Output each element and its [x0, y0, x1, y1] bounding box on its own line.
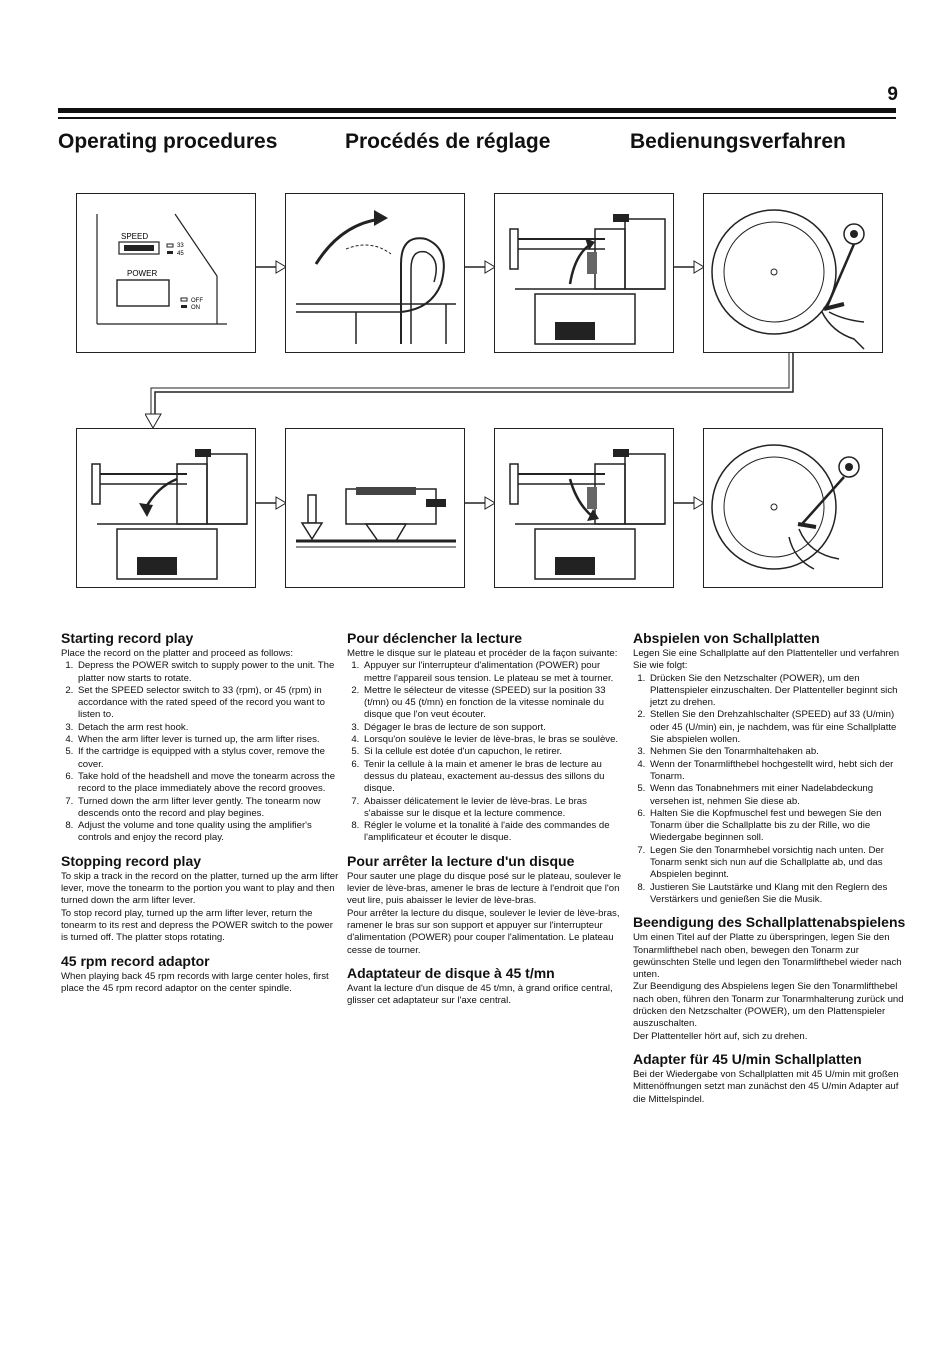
move-tonearm-illustration: [76, 428, 256, 588]
arm-lifter-up-illustration: [494, 193, 674, 353]
header-rule-thin: [58, 117, 896, 119]
en-step: 3. Detach the arm rest hook.: [76, 722, 339, 734]
de-stop-p3: Der Plattenteller hört auf, sich zu drehen.: [633, 1030, 808, 1042]
flow-arrow-6: [674, 495, 704, 511]
flow-arrow-3: [674, 259, 704, 275]
stylus-cover-removal-illustration: [703, 193, 883, 353]
fr-step: 6. Tenir la cellule à la main et amener le bras de lecture au dessus du plateau, exactement au-dessus des sillons du disque.: [362, 759, 625, 796]
fr-stop-p2: Pour arrêter la lecture du disque, soulever le levier de lève-bras, ramener le bras sur son support et appuyer sur l'interrupteur d'alimentation (POWER) pour couper l'alimentation. Le plateau cesse de tourner.: [347, 907, 620, 956]
en-step: 7. Turned down the arm lifter lever gently. The tonearm now descends onto the record and play begines.: [76, 796, 339, 821]
en-step: 1. Depress the POWER switch to supply power to the unit. The platter now starts to rotate.: [76, 660, 339, 685]
de-step: 3. Nehmen Sie den Tonarmhaltehaken ab.: [648, 746, 911, 758]
speed-33-label: 33: [177, 243, 184, 249]
de-step: 2. Stellen Sie den Drehzahlschalter (SPEED) auf 33 (U/min) oder 45 (U/min) ein, je nachdem, was für eine Schallplatte Sie abspielen wollen.: [648, 709, 911, 746]
column-english: [61, 630, 339, 995]
en-step: 2. Set the SPEED selector switch to 33 (rpm), or 45 (rpm) in accordance with the rated speed of the record you want to listen to.: [76, 685, 339, 722]
arm-rest-hook-illustration: [285, 193, 465, 353]
en-stop-title: Stopping record play: [61, 852, 202, 869]
de-step: 4. Wenn der Tonarmlifthebel hochgestellt wird, hebt sich der Tonarm.: [648, 759, 911, 784]
arm-lifter-down-illustration: [494, 428, 674, 588]
column-german: [633, 630, 911, 1106]
de-stop-title: Beendigung des Schallplattenabspielens: [633, 914, 906, 931]
de-step: 1. Drücken Sie den Netzschalter (POWER), um den Plattenspieler einzuschalten. Der Plattenteller beginnt sich jetzt zu drehen.: [648, 673, 911, 710]
lower-cartridge-illustration: [285, 428, 465, 588]
en-start-intro: Place the record on the platter and proceed as follows:: [61, 648, 293, 659]
fr-adaptor-p: Avant la lecture d'un disque de 45 t/mn, à grand orifice central, glisser cet adaptateur sur l'axe central.: [347, 982, 613, 1007]
fr-step: 8. Régler le volume et la tonalité à l'aide des commandes de l'amplificateur et écouter le disque.: [362, 820, 625, 845]
en-step: 6. Take hold of the headshell and move the tonearm across the record to the place immediately above the record grooves.: [76, 771, 339, 796]
de-step: 8. Justieren Sie Lautstärke und Klang mit den Reglern des Verstärkers und genießen Sie die Musik.: [648, 882, 911, 907]
fr-start-title: Pour déclencher la lecture: [347, 630, 523, 646]
heading-en: Operating procedures: [58, 130, 278, 153]
de-adaptor-title: Adapter für 45 U/min Schallplatten: [633, 1050, 862, 1067]
fr-step: 4. Lorsqu'on soulève le levier de lève-bras, le bras se soulève.: [362, 734, 625, 746]
fr-stop-title: Pour arrêter la lecture d'un disque: [347, 852, 575, 869]
flow-arrow-5: [465, 495, 495, 511]
de-stop-p2: Zur Beendigung des Abspielens legen Sie den Tonarmlifthebel nach oben, führen den Tonarm zur Tonarmhalterung zurück und drücken den Netzschalter (POWER), um den Plattenspieler auszuschalten.: [633, 981, 904, 1030]
en-adaptor-title: 45 rpm record adaptor: [61, 952, 210, 969]
fr-step: 5. Si la cellule est dotée d'un capuchon, le retirer.: [362, 746, 625, 758]
heading-fr: Procédés de réglage: [345, 130, 551, 153]
flow-arrow-1: [256, 259, 286, 275]
power-on-label: ON: [191, 305, 200, 311]
step-power-speed-illustration: [76, 193, 256, 353]
fr-steps: [347, 660, 625, 844]
fr-stop-p1: Pour sauter une plage du disque posé sur le plateau, soulever le levier de lève-bras, amener le bras de lecture à l'endroit que l'on veut lire, puis abaisser le levier de lève-bras.: [347, 870, 622, 907]
fr-adaptor-title: Adaptateur de disque à 45 t/mn: [347, 964, 555, 981]
speed-label: SPEED: [121, 232, 149, 241]
page-number: 9: [887, 84, 898, 105]
flow-arrow-4: [256, 495, 286, 511]
en-steps: [61, 660, 339, 844]
de-step: 5. Wenn das Tonabnehmers mit einer Nadelabdeckung versehen ist, nehmen Sie diese ab.: [648, 783, 911, 808]
en-stop-p1: To skip a track in the record on the platter, turned up the arm lifter lever, move the tonearm to the portion you want to play and then turned down the arm lifter lever.: [61, 870, 339, 907]
power-label: POWER: [127, 269, 158, 278]
header-rule: [58, 108, 896, 113]
de-stop-p1: Um einen Titel auf der Platte zu überspringen, legen Sie den Tonarmlifthebel nach oben, bewegen den Tonarm zur gewünschten Stelle und legen den Tonarmlifthebel wieder nach unten.: [633, 932, 902, 981]
flow-return-arrow: [145, 352, 800, 432]
en-adaptor-p: When playing back 45 rpm records with large center holes, first place the 45 rpm record adaptor on the center spindle.: [61, 970, 329, 994]
de-step: 6. Halten Sie die Kopfmuschel fest und bewegen Sie den Tonarm über die Schallplatte bis zu der Rille, wo die Wiedergabe beginnen soll.: [648, 808, 911, 845]
fr-step: 2. Mettre le sélecteur de vitesse (SPEED) sur la position 33 (t/mn) ou 45 (t/mn) en fonction de la vitesse nominale du disque que l'on veut écouter.: [362, 685, 625, 722]
power-off-label: OFF: [191, 298, 203, 304]
en-step: 4. When the arm lifter lever is turned up, the arm lifter rises.: [76, 734, 339, 746]
adjust-playback-illustration: [703, 428, 883, 588]
fr-start-intro: Mettre le disque sur le plateau et procéder de la façon suivante:: [347, 648, 618, 659]
heading-de: Bedienungsverfahren: [630, 130, 846, 153]
en-step: 8. Adjust the volume and tone quality using the amplifier's controls and enjoy the record play.: [76, 820, 339, 845]
en-start-title: Starting record play: [61, 630, 194, 646]
en-stop-p2: To stop record play, turned up the arm lifter lever, return the tonearm to its rest and depress the POWER switch to the power is turned off. The platter stops rotating.: [61, 907, 333, 944]
fr-step: 1. Appuyer sur l'interrupteur d'alimentation (POWER) pour mettre l'appareil sous tension. Le plateau se met à tourner.: [362, 660, 625, 685]
fr-step: 7. Abaisser délicatement le levier de lève-bras. Le bras s'abaisse sur le disque et la lecture commence.: [362, 796, 625, 821]
speed-45-label: 45: [177, 251, 184, 257]
de-adaptor-p: Bei der Wiedergabe von Schallplatten mit 45 U/min mit großen Mittenöffnungen setzt man zunächst den 45 U/min Adapter auf die Mittelspindel.: [633, 1068, 899, 1105]
fr-step: 3. Dégager le bras de lecture de son support.: [362, 722, 625, 734]
column-french: [347, 630, 625, 1007]
de-step: 7. Legen Sie den Tonarmhebel vorsichtig nach unten. Der Tonarm senkt sich nun auf die Schallplatte ab, und das Abspielen beginnt.: [648, 845, 911, 882]
de-start-title: Abspielen von Schallplatten: [633, 630, 820, 646]
en-step: 5. If the cartridge is equipped with a stylus cover, remove the cover.: [76, 746, 339, 771]
flow-arrow-2: [465, 259, 495, 275]
de-start-intro: Legen Sie eine Schallplatte auf den Plattenteller und verfahren Sie wie folgt:: [633, 648, 900, 672]
de-steps: [633, 673, 911, 907]
